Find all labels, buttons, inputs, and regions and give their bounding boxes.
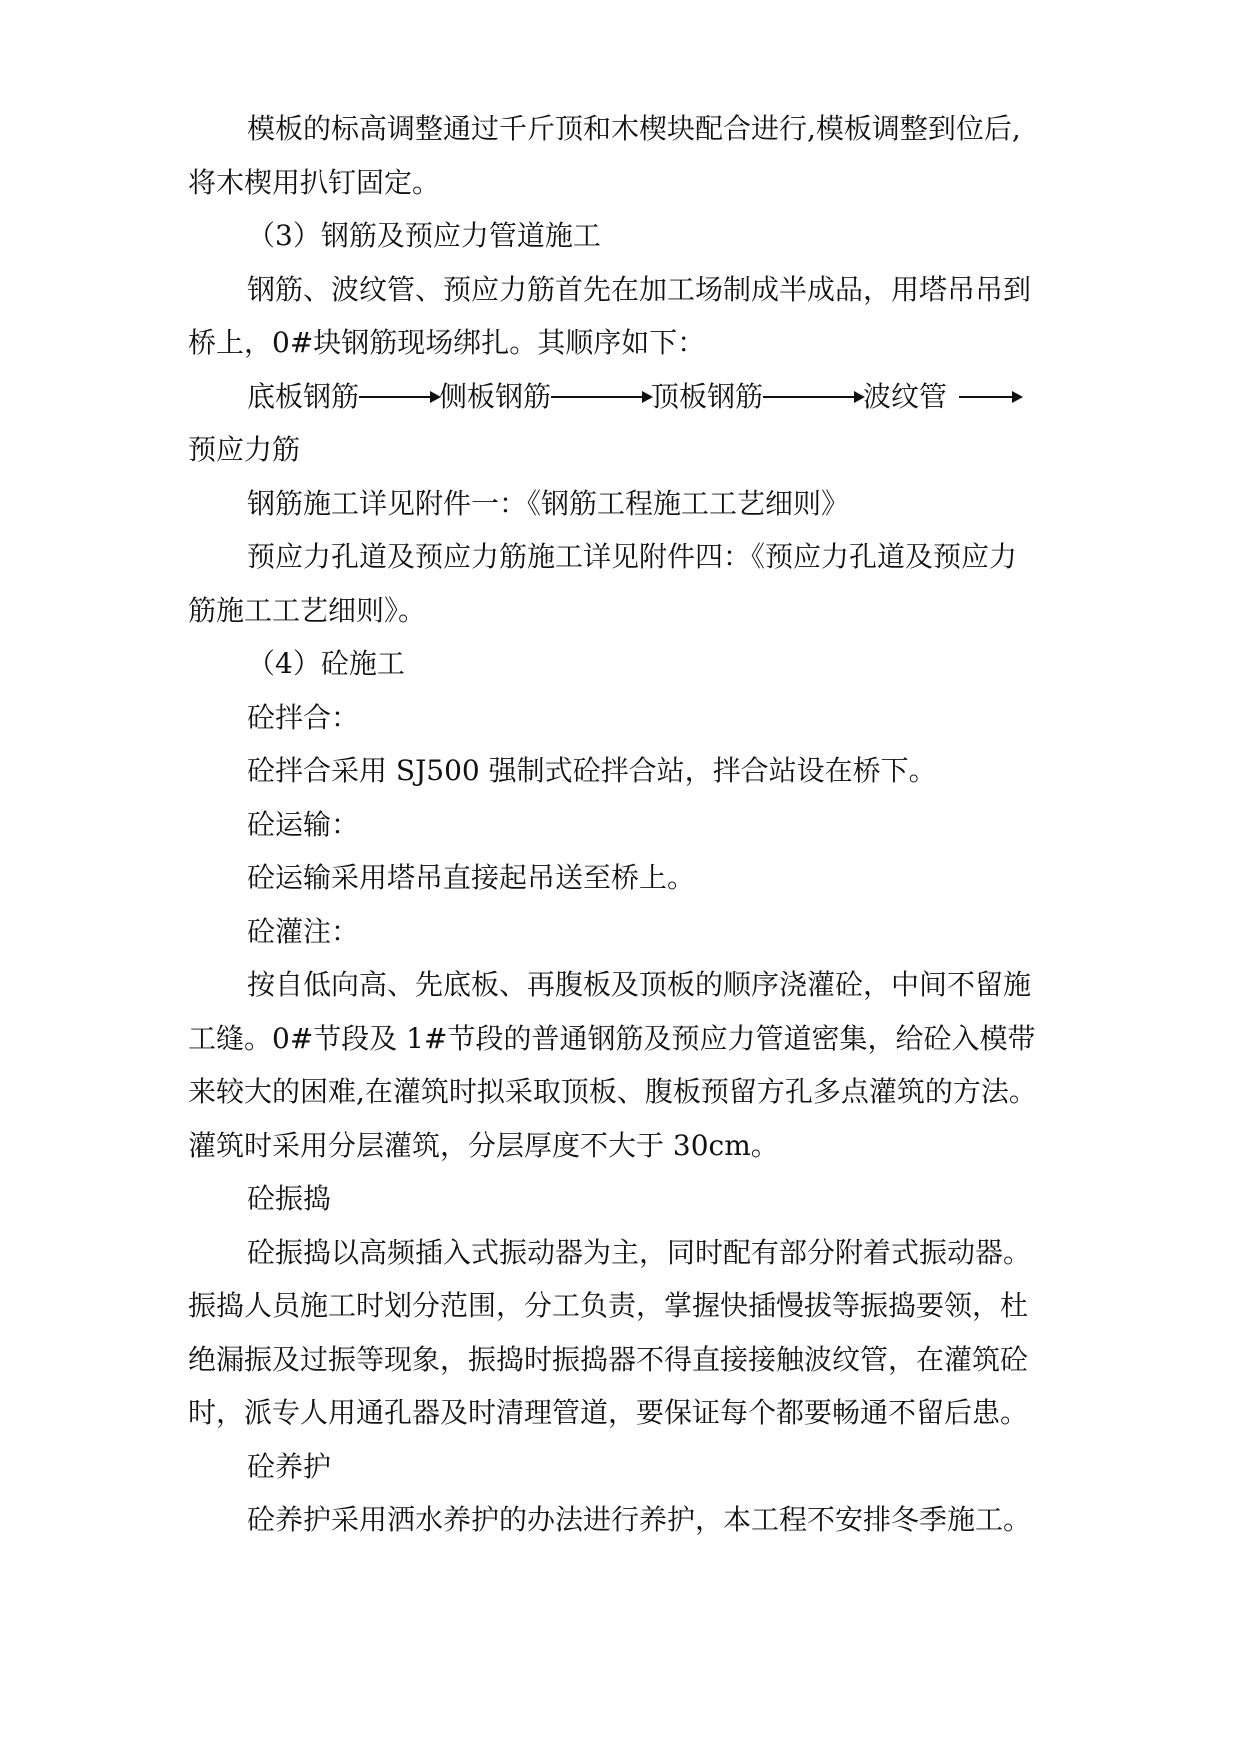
paragraph-line: 将木楔用扒钉固定。 (188, 165, 441, 199)
arrow-right-icon (959, 396, 1021, 398)
subheading: 砼振捣 (247, 1182, 332, 1215)
paragraph-line: 灌筑时采用分层灌筑，分层厚度不大于 30cm。 (188, 1128, 779, 1162)
subheading: 砼运输： (247, 807, 360, 841)
rebar-sequence-flow (188, 370, 1058, 424)
arrow-right-icon (551, 396, 651, 398)
paragraph-line: 桥上，0#块钢筋现场绑扎。其顺序如下： (188, 326, 706, 359)
flow-step-prestress-tendon: 预应力筋 (188, 433, 301, 466)
section-heading: （3）钢筋及预应力管道施工 (247, 219, 601, 252)
arrow-right-icon (359, 396, 439, 398)
section-heading: （4）砼施工 (247, 647, 405, 680)
paragraph-line: 时，派专人用通孔器及时清理管道，要保证每个都要畅通不留后患。 (188, 1396, 1029, 1429)
paragraph-line: 模板的标高调整通过千斤顶和木楔块配合进行,模板调整到位后, (247, 112, 1021, 145)
paragraph-line: 砼养护采用洒水养护的办法进行养护，本工程不安排冬季施工。 (247, 1503, 1032, 1536)
arrow-right-icon (763, 396, 863, 398)
subheading: 砼拌合： (247, 700, 360, 734)
paragraph-line: 预应力孔道及预应力筋施工详见附件四：《预应力孔道及预应力 (247, 540, 1018, 573)
paragraph-line: 钢筋施工详见附件一：《钢筋工程施工工艺细则》 (247, 486, 850, 520)
paragraph-line: 工缝。0#节段及 1#节段的普通钢筋及预应力管道密集，给砼入模带 (188, 1021, 1036, 1055)
paragraph-line: 振捣人员施工时划分范围，分工负责，掌握快插慢拔等振捣要领，杜 (188, 1289, 1029, 1322)
subheading: 砼养护 (247, 1449, 332, 1483)
document-page (188, 102, 1058, 1547)
paragraph-line: 砼振捣以高频插入式振动器为主，同时配有部分附着式振动器。 (247, 1235, 1032, 1269)
flow-step-top-slab: 顶板钢筋 (651, 379, 764, 413)
paragraph-line: 砼拌合采用 SJ500 强制式砼拌合站，拌合站设在桥下。 (247, 754, 937, 787)
paragraph-line: 钢筋、波纹管、预应力筋首先在加工场制成半成品，用塔吊吊到 (247, 272, 1032, 306)
paragraph-line: 按自低向高、先底板、再腹板及顶板的顺序浇灌砼，中间不留施 (247, 968, 1032, 1001)
subheading: 砼灌注： (247, 914, 360, 948)
paragraph-line: 筋施工工艺细则》。 (188, 593, 427, 627)
flow-step-side-slab: 侧板钢筋 (439, 379, 552, 413)
flow-step-bottom-slab: 底板钢筋 (247, 379, 360, 413)
paragraph-line: 绝漏振及过振等现象，振捣时振捣器不得直接接触波纹管，在灌筑砼 (188, 1342, 1029, 1376)
paragraph-line: 来较大的困难,在灌筑时拟采取顶板、腹板预留方孔多点灌筑的方法。 (188, 1075, 1037, 1108)
flow-step-duct: 波纹管 (863, 379, 948, 413)
paragraph-line: 砼运输采用塔吊直接起吊送至桥上。 (247, 861, 696, 894)
